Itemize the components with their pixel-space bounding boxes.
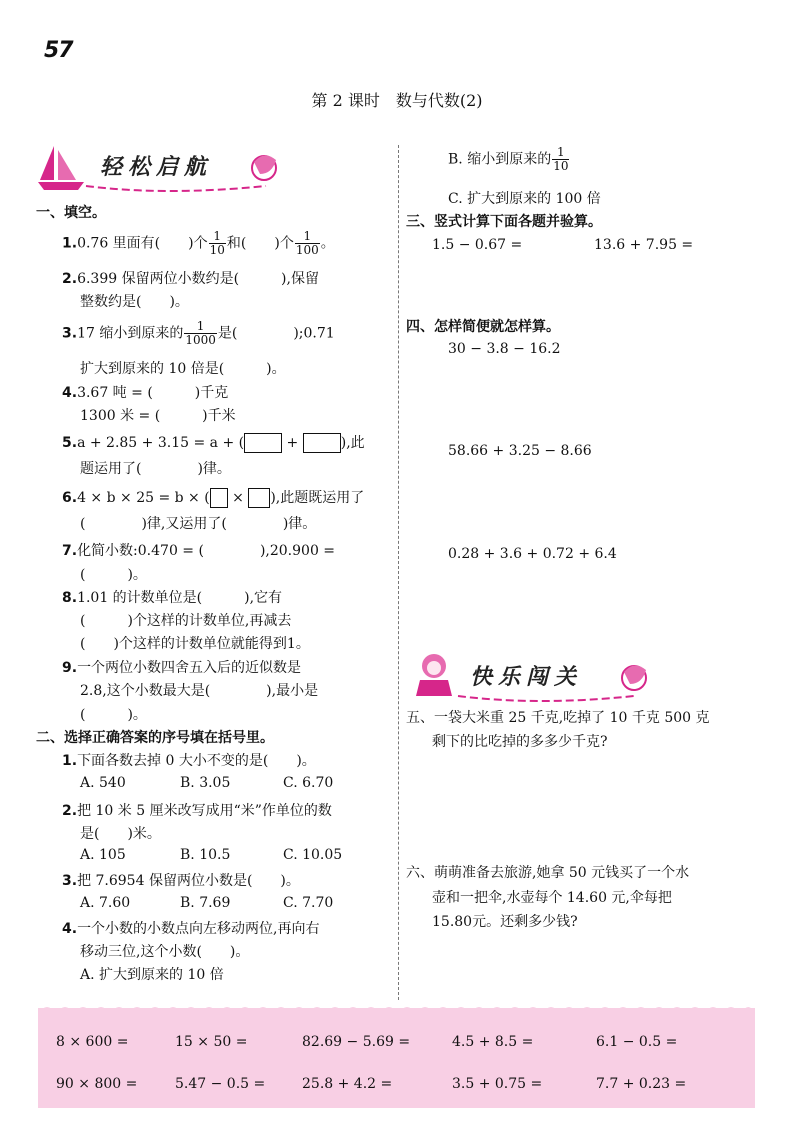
fraction: $\frac{1}{1000}$: [185, 319, 216, 347]
q2-1: 1.下面各数去掉 0 大小不变的是( )。: [62, 753, 316, 769]
q2-4-opt-a: A. 扩大到原来的 10 倍: [80, 967, 224, 983]
section-1-heading: 一、填空。: [36, 205, 106, 221]
q1-8: 8.1.01 的计数单位是( ),它有: [62, 590, 283, 606]
calc-r2-c3: 25.8 + 4.2 =: [302, 1076, 393, 1092]
calc-r1-c3: 82.69 − 5.69 =: [302, 1034, 411, 1050]
banner-easy-start: [36, 140, 286, 196]
calc-r2-c5: 7.7 + 0.23 =: [596, 1076, 687, 1092]
q2-3-opt-a: A. 7.60: [80, 895, 131, 911]
q2-4-opt-c: C. 扩大到原来的 100 倍: [448, 191, 601, 207]
sec4-expr-3: 0.28 + 3.6 + 0.72 + 6.4: [448, 546, 617, 562]
page-number: 57: [44, 38, 73, 63]
q2-2: 2.把 10 米 5 厘米改写成用“米”作单位的数: [62, 803, 332, 819]
sec4-expr-2: 58.66 + 3.25 − 8.66: [448, 443, 592, 459]
sec5-line1: 五、一袋大米重 25 千克,吃掉了 10 千克 500 克: [406, 710, 710, 726]
q1-7-line2: ( )。: [80, 567, 147, 583]
q2-4: 4.一个小数的小数点向左移动两位,再向右: [62, 921, 320, 937]
lesson-title: 第 2 课时 数与代数(2): [311, 91, 483, 110]
banner-happy-level: [408, 648, 658, 704]
q1-9-line3: ( )。: [80, 707, 147, 723]
sec6-line3: 15.80元。还剩多少钱?: [432, 914, 578, 930]
mental-calc-strip: [38, 1008, 755, 1108]
q2-3: 3.把 7.6954 保留两位小数是( )。: [62, 873, 300, 889]
calc-r1-c2: 15 × 50 =: [175, 1034, 248, 1050]
q1-2-line2: 整数约是( )。: [80, 294, 189, 310]
q2-2-opt-a: A. 105: [80, 847, 126, 863]
q1-1: 1.0.76 里面有( )个 $\frac{1}{10}$ 和( )个 $\frac{1}{100}$ 。: [62, 229, 335, 257]
answer-box[interactable]: [210, 488, 228, 508]
sec6-line1: 六、萌萌准备去旅游,她拿 50 元钱买了一个水: [406, 865, 690, 881]
q1-2: 2.6.399 保留两位小数约是( ),保留: [62, 271, 319, 287]
q1-8-line2: ( )个这样的计数单位,再减去: [80, 613, 292, 629]
q2-3-opt-b: B. 7.69: [180, 895, 231, 911]
calc-r1-c4: 4.5 + 8.5 =: [452, 1034, 534, 1050]
calc-r2-c2: 5.47 − 0.5 =: [175, 1076, 266, 1092]
q2-4-line2: 移动三位,这个小数( )。: [80, 944, 250, 960]
q1-7: 7.化简小数:0.470 = ( ),20.900 =: [62, 543, 336, 559]
q2-1-opt-c: C. 6.70: [283, 775, 334, 791]
answer-box[interactable]: [248, 488, 270, 508]
fraction: $\frac{1}{10}$: [209, 229, 225, 257]
q-text: 和( )个: [226, 235, 294, 252]
q1-3: 3.17 缩小到原来的 $\frac{1}{1000}$ 是( );0.71: [62, 319, 335, 347]
q2-3-opt-c: C. 7.70: [283, 895, 334, 911]
q2-4-opt-b: B. 缩小到原来的 $\frac{1}{10}$: [448, 145, 569, 173]
q1-5-line2: 题运用了( )律。: [80, 461, 231, 477]
fraction: $\frac{1}{100}$: [295, 229, 319, 257]
sec4-expr-1: 30 − 3.8 − 16.2: [448, 341, 561, 357]
sec6-line2: 壶和一把伞,水壶每个 14.60 元,伞每把: [432, 890, 672, 906]
q2-2-opt-c: C. 10.05: [283, 847, 343, 863]
q1-9: 9.一个两位小数四舍五入后的近似数是: [62, 660, 302, 676]
section-2-heading: 二、选择正确答案的序号填在括号里。: [36, 730, 274, 746]
q1-5: 5.a + 2.85 + 3.15 = a + ( + ),此: [62, 435, 365, 451]
section-4-heading: 四、怎样简便就怎样算。: [406, 319, 560, 335]
answer-box[interactable]: [244, 433, 282, 453]
q1-8-line3: ( )个这样的计数单位就能得到1。: [80, 636, 310, 652]
column-divider: [398, 145, 399, 1000]
q1-3-line2: 扩大到原来的 10 倍是( )。: [80, 361, 286, 377]
section-3-heading: 三、竖式计算下面各题并验算。: [406, 214, 602, 230]
q2-1-opt-a: A. 540: [80, 775, 126, 791]
sec5-line2: 剩下的比吃掉的多多少千克?: [432, 734, 608, 750]
q1-6-line2: ( )律,又运用了( )律。: [80, 516, 317, 532]
q1-4-line2: 1300 米 = ( )千米: [80, 408, 236, 424]
q2-2-line2: 是( )米。: [80, 826, 161, 842]
sec3-expr-1: 1.5 − 0.67 =: [432, 237, 523, 253]
calc-r1-c1: 8 × 600 =: [56, 1034, 129, 1050]
q-number: 1.: [62, 235, 78, 252]
q1-9-line2: 2.8,这个小数最大是( ),最小是: [80, 683, 319, 699]
banner-title-right: 快乐闯关: [470, 665, 583, 690]
q1-4: 4.3.67 吨 = ( )千克: [62, 385, 229, 401]
q-text: 0.76 里面有( )个: [77, 235, 208, 252]
calc-r2-c1: 90 × 800 =: [56, 1076, 138, 1092]
answer-box[interactable]: [303, 433, 341, 453]
banner-title-left: 轻松启航: [100, 155, 213, 180]
calc-r2-c4: 3.5 + 0.75 =: [452, 1076, 543, 1092]
calc-r1-c5: 6.1 − 0.5 =: [596, 1034, 678, 1050]
q1-6: 6.4 × b × 25 = b × ( × ),此题既运用了: [62, 490, 365, 506]
q2-1-opt-b: B. 3.05: [180, 775, 231, 791]
q2-2-opt-b: B. 10.5: [180, 847, 231, 863]
fraction: $\frac{1}{10}$: [553, 145, 569, 173]
sec3-expr-2: 13.6 + 7.95 =: [594, 237, 694, 253]
